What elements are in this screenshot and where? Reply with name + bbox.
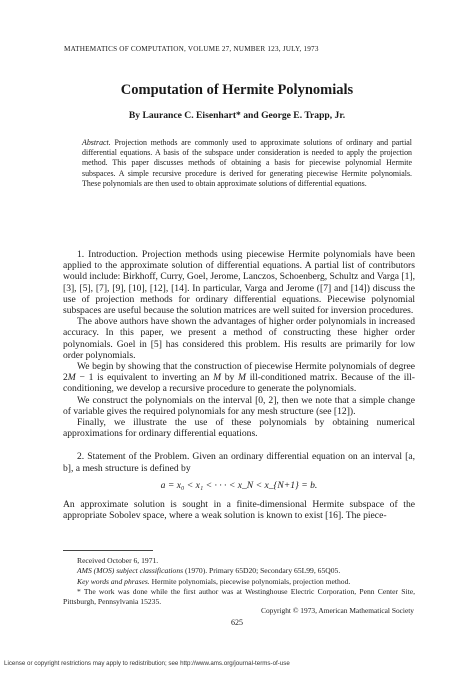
- copyright-notice: Copyright © 1973, American Mathematical Society: [261, 606, 414, 615]
- footnote-keywords: [63, 577, 415, 587]
- body-text: [63, 249, 415, 521]
- footnote-keywords-text: Hermite polynomials, piecewise polynomials, projection method.: [149, 576, 351, 586]
- intro-text-1: Projection methods using piecewise Hermite polynomials have been applied to the approximate solution of differential equations. A partial list of contributors would include: Birkhoff, Curry, Goel, Jerome, Lanczos, Schoenberg, Schultz and Varga [1], [3], [5], [7], [9], [10], [12], [14]. In particular, Varga and Jerome ([7] and [14]) discuss the use of projection methods for ordinary differential equations. Piecewise polynomial subspaces are useful because the solution matrices are well suited for inversion procedures.: [63, 249, 416, 317]
- abstract-label: Abstract.: [82, 138, 111, 147]
- intro-paragraph-5: Finally, we illustrate the use of these polynomials by obtaining numerical approximations for ordinary differential equations.: [63, 417, 415, 440]
- intro-paragraph-3: [63, 361, 415, 395]
- journal-header: MATHEMATICS OF COMPUTATION, VOLUME 27, NUMBER 123, JULY, 1973: [64, 45, 319, 53]
- sec2-text-1: Given an ordinary differential equation on an interval [a, b], a mesh structure is defined by: [63, 451, 415, 474]
- footnote-ams-text: (1970). Primary 65D20; Secondary 65L99, 65Q05.: [183, 566, 341, 576]
- footnote-keywords-label: Key words and phrases.: [77, 576, 150, 586]
- footnote-work-note: * The work was done while the first author was at Westinghouse Electric Corporation, Penn Center Site, Pittsburgh, Pennsylvania 15235.: [63, 586, 415, 607]
- intro-paragraph-4: We construct the polynomials on the interval [0, 2], then we note that a simple change of variable gives the required polynomials for any mesh structure (see [12]).: [63, 394, 415, 417]
- sec2-heading: 2. Statement of the Problem.: [77, 451, 190, 463]
- intro-p3-part-b: − 1 is equivalent to inverting an: [75, 372, 214, 384]
- paper-title: Computation of Hermite Polynomials: [120, 82, 354, 98]
- sec2-paragraph-1: [63, 451, 415, 473]
- license-notice: License or copyright restrictions may apply to redistribution; see http://www.ams.org/journal-terms-of-use: [4, 660, 290, 667]
- page-number: 625: [231, 618, 243, 627]
- footnote-rule: [63, 550, 153, 551]
- intro-p3-part-c: by: [221, 372, 239, 384]
- intro-paragraph-1: [63, 249, 415, 316]
- intro-p3-part-a: We begin by showing that the construction of piecewise Hermite polynomials of degree 2: [63, 361, 415, 384]
- paper-authors: By Laurance C. Eisenhart* and George E. Trapp, Jr.: [128, 110, 346, 121]
- mesh-equation: a = x₀ < x₁ < · · · < x_N < x_{N+1} = b.: [160, 479, 318, 491]
- intro-p3-var-m2: M: [213, 372, 222, 384]
- footnotes: [63, 556, 415, 607]
- intro-p3-var-m: M: [67, 372, 76, 384]
- intro-p3-part-d: ill-conditioned matrix. Because of the ill-conditioning, we develop a recursive procedure to generate the polynomials.: [63, 372, 415, 395]
- footnote-ams-label: AMS (MOS) subject classifications: [77, 566, 184, 576]
- abstract-text: Projection methods are commonly used to approximate solutions of ordinary and partial differential equations. A basis of the subspace under consideration is needed to apply the projection method. This paper discusses methods of obtaining a basis for piecewise polynomial Hermite subspaces. A simple recursive procedure is derived for generating piecewise Hermite polynomials. These polynomials are then used to obtain approximate solutions of differential equations.: [82, 138, 412, 188]
- sec2-paragraph-2: An approximate solution is sought in a finite-dimensional Hermite subspace of the appropriate Sobolev space, where a weak solution is known to exist [16]. The piece-: [63, 499, 415, 522]
- intro-p3-var-m3: M: [238, 372, 247, 384]
- intro-paragraph-2: The above authors have shown the advantages of higher order polynomials in increased accuracy. In this paper, we present a method of constructing these higher order polynomials. Goel in [5] has considered this problem. His results are primarily for low order polynomials.: [63, 316, 415, 361]
- footnote-ams: [63, 566, 415, 576]
- abstract: [82, 138, 412, 189]
- footnote-received: Received October 6, 1971.: [77, 556, 159, 565]
- intro-heading: 1. Introduction.: [77, 249, 138, 260]
